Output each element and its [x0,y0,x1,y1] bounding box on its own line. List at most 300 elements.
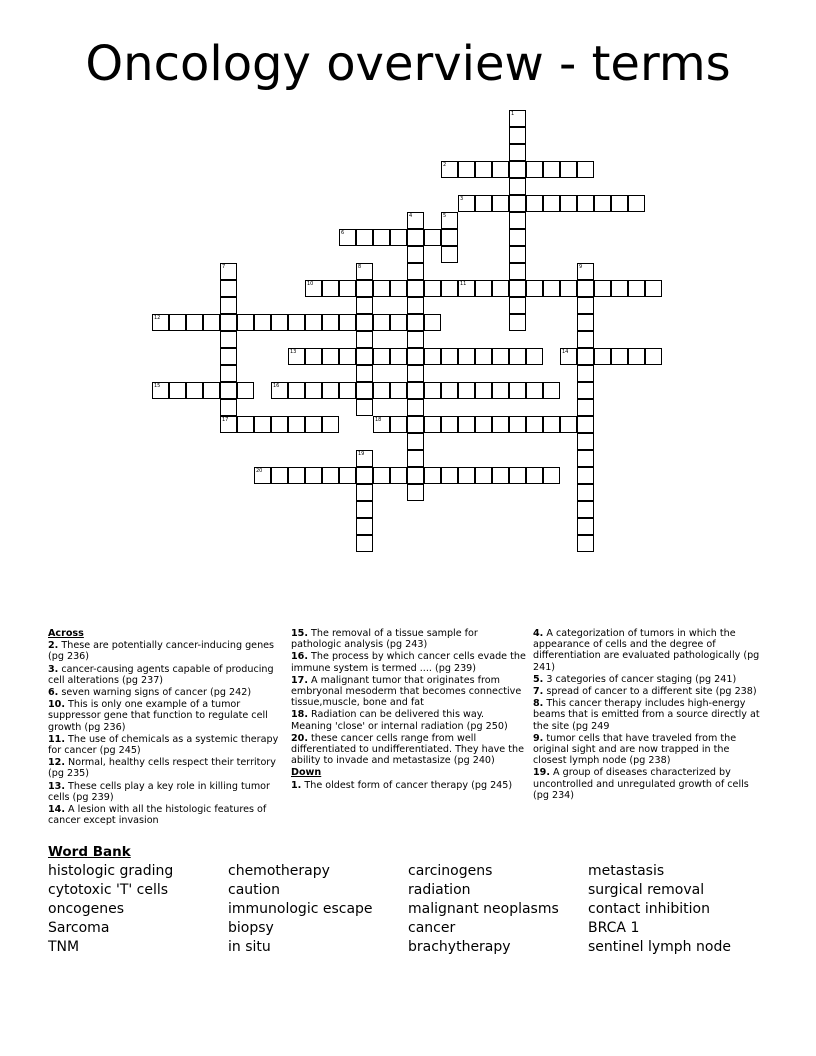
grid-cell[interactable] [492,195,509,212]
across-clue-list [48,640,280,826]
grid-cell[interactable] [543,280,560,297]
word-bank-item: sentinel lymph node [588,939,731,955]
grid-cell[interactable] [645,280,662,297]
clue-number: 14. [48,804,65,816]
clue-text: The use of chemicals as a systemic therapy for cancer (pg 245) [48,733,279,757]
grid-cell[interactable] [424,416,441,433]
clue-item [291,733,527,767]
grid-cell[interactable] [509,416,526,433]
grid-cell[interactable] [475,467,492,484]
clue-number: 5. [533,673,544,685]
clue-number: 3 [460,196,464,202]
clue-item [533,686,763,697]
grid-cell[interactable] [560,348,577,365]
clue-text: 3 categories of cancer staging (pg 241) [543,673,737,685]
clue-number: 18 [375,417,382,423]
grid-cell[interactable] [390,280,407,297]
grid-cell[interactable] [220,382,237,399]
clue-number: 11. [48,733,65,745]
page-title: Oncology overview - terms [85,36,731,92]
grid-cell[interactable] [322,467,339,484]
clue-number: 4. [533,628,544,639]
word-bank-item: oncogenes [48,901,124,917]
clue-text: seven warning signs of cancer (pg 242) [58,687,252,699]
clue-text: Radiation can be delivered this way. Meaning 'close' or internal radiation (pg 250) [291,709,508,732]
word-bank-item: chemotherapy [228,863,330,879]
grid-cell[interactable] [271,314,288,331]
grid-cell[interactable] [356,314,373,331]
grid-cell[interactable] [577,399,594,416]
clue-number: 6 [341,230,345,236]
word-bank [48,862,788,957]
grid-cell[interactable] [594,280,611,297]
clues-column-2 [291,628,527,792]
grid-cell[interactable] [407,416,424,433]
word-bank-title: Word Bank [48,844,131,860]
grid-cell[interactable] [305,382,322,399]
grid-cell[interactable] [390,382,407,399]
grid-cell[interactable] [441,280,458,297]
clue-number: 4 [409,213,413,219]
grid-cell[interactable] [356,518,373,535]
grid-cell[interactable] [577,416,594,433]
grid-cell[interactable] [271,467,288,484]
clue-item [48,734,280,756]
grid-cell[interactable] [407,229,424,246]
grid-cell[interactable] [356,535,373,552]
grid-cell[interactable] [458,467,475,484]
grid-cell[interactable] [492,348,509,365]
clue-number: 20 [256,468,263,474]
grid-cell[interactable] [254,467,271,484]
grid-cell[interactable] [373,229,390,246]
grid-cell[interactable] [509,382,526,399]
grid-cell[interactable] [220,365,237,382]
clue-text: tumor cells that have traveled from the original sight and are now trapped in the closest lymph node (pg 238) [533,732,737,767]
grid-cell[interactable] [373,348,390,365]
grid-cell[interactable] [407,297,424,314]
clue-text: A group of diseases characterized by uncontrolled and unregulated growth of cells (pg 234) [533,767,749,801]
grid-cell[interactable] [356,331,373,348]
grid-cell[interactable] [407,450,424,467]
clue-item [291,709,527,731]
grid-cell[interactable] [577,331,594,348]
grid-cell[interactable] [645,348,662,365]
grid-cell[interactable] [254,416,271,433]
clue-text: The oldest form of cancer therapy (pg 245) [301,779,513,791]
grid-cell[interactable] [577,280,594,297]
clue-number: 15 [154,383,161,389]
grid-cell[interactable] [509,127,526,144]
grid-cell[interactable] [373,382,390,399]
grid-cell[interactable] [339,229,356,246]
grid-cell[interactable] [407,280,424,297]
grid-cell[interactable] [526,416,543,433]
grid-cell[interactable] [220,297,237,314]
clue-number: 10 [307,281,314,287]
grid-cell[interactable] [373,314,390,331]
clue-number: 18. [291,709,308,721]
grid-cell[interactable] [441,212,458,229]
grid-cell[interactable] [560,416,577,433]
clue-text: These cells play a key role in killing tumor cells (pg 239) [48,780,270,803]
grid-cell[interactable] [288,467,305,484]
down-clue-list [291,780,527,791]
grid-cell[interactable] [577,450,594,467]
grid-cell[interactable] [492,467,509,484]
grid-cell[interactable] [628,280,645,297]
grid-cell[interactable] [577,535,594,552]
grid-cell[interactable] [492,280,509,297]
grid-cell[interactable] [339,467,356,484]
grid-cell[interactable] [594,348,611,365]
clue-item [291,651,527,673]
grid-cell[interactable] [509,212,526,229]
grid-cell[interactable] [373,467,390,484]
clue-text: The process by which cancer cells evade the immune system is termed .... (pg 239) [291,651,526,674]
grid-cell[interactable] [577,382,594,399]
grid-cell[interactable] [339,314,356,331]
clue-number: 7 [222,264,226,270]
grid-cell[interactable] [237,416,254,433]
clue-text: A malignant tumor that originates from embryonal mesoderm that becomes connective tissue,muscle, bone and fat [291,674,522,709]
clue-item [48,781,280,803]
word-bank-item: radiation [408,882,471,898]
grid-cell[interactable] [543,416,560,433]
grid-cell[interactable] [305,416,322,433]
grid-cell[interactable] [475,280,492,297]
grid-cell[interactable] [577,161,594,178]
grid-cell[interactable] [220,348,237,365]
grid-cell[interactable] [237,314,254,331]
grid-cell[interactable] [356,484,373,501]
grid-cell[interactable] [441,229,458,246]
grid-cell[interactable] [356,501,373,518]
grid-cell[interactable] [577,467,594,484]
word-bank-item: contact inhibition [588,901,710,917]
grid-cell[interactable] [186,382,203,399]
grid-cell[interactable] [509,144,526,161]
grid-cell[interactable] [424,280,441,297]
clue-number: 14 [562,349,569,355]
grid-cell[interactable] [509,467,526,484]
grid-cell[interactable] [441,382,458,399]
grid-cell[interactable] [543,467,560,484]
grid-cell[interactable] [577,297,594,314]
across-header: Across [48,628,84,639]
grid-cell[interactable] [577,484,594,501]
grid-cell[interactable] [441,161,458,178]
clue-text: cancer-causing agents capable of producing cell alterations (pg 237) [48,663,274,686]
grid-cell[interactable] [475,161,492,178]
grid-cell[interactable] [509,178,526,195]
grid-cell[interactable] [407,331,424,348]
word-bank-item: histologic grading [48,863,174,879]
grid-cell[interactable] [475,416,492,433]
clues-column-3 [533,628,763,802]
grid-cell[interactable] [169,382,186,399]
clue-number: 17 [222,417,229,423]
grid-cell[interactable] [356,450,373,467]
clue-item [533,698,763,732]
grid-cell[interactable] [475,348,492,365]
word-bank-item: brachytherapy [408,939,511,955]
grid-cell[interactable] [543,195,560,212]
clue-number: 2 [443,162,447,168]
grid-cell[interactable] [203,314,220,331]
clue-number: 6. [48,687,59,699]
grid-cell[interactable] [271,416,288,433]
grid-cell[interactable] [356,348,373,365]
grid-cell[interactable] [509,348,526,365]
word-bank-item: surgical removal [588,882,705,898]
grid-cell[interactable] [322,348,339,365]
grid-cell[interactable] [492,382,509,399]
clue-number: 9 [579,264,583,270]
grid-cell[interactable] [407,314,424,331]
word-bank-item: Sarcoma [48,920,110,936]
clue-text: A lesion with all the histologic features of cancer except invasion [48,804,267,827]
word-bank-item: caution [228,882,280,898]
grid-cell[interactable] [594,195,611,212]
grid-cell[interactable] [509,263,526,280]
word-bank-item: carcinogens [408,863,493,879]
grid-cell[interactable] [356,382,373,399]
clue-item [291,780,527,791]
grid-cell[interactable] [407,433,424,450]
clue-text: This cancer therapy includes high-energy beams that is emitted from a source directly at the site (pg 249 [533,698,760,732]
grid-cell[interactable] [543,161,560,178]
clue-text: A categorization of tumors in which the appearance of cells and the degree of differentiation are evaluated pathologically (pg 241) [533,628,760,673]
grid-cell[interactable] [509,110,526,127]
word-bank-item: TNM [48,939,80,955]
grid-cell[interactable] [441,467,458,484]
grid-cell[interactable] [390,348,407,365]
grid-cell[interactable] [339,348,356,365]
grid-cell[interactable] [424,467,441,484]
grid-cell[interactable] [424,382,441,399]
grid-cell[interactable] [611,195,628,212]
grid-cell[interactable] [509,314,526,331]
grid-cell[interactable] [373,416,390,433]
clue-number: 12 [154,315,161,321]
grid-cell[interactable] [186,314,203,331]
grid-cell[interactable] [509,195,526,212]
grid-cell[interactable] [407,348,424,365]
grid-cell[interactable] [288,348,305,365]
grid-cell[interactable] [322,280,339,297]
grid-cell[interactable] [288,416,305,433]
grid-cell[interactable] [526,467,543,484]
grid-cell[interactable] [577,195,594,212]
grid-cell[interactable] [407,365,424,382]
grid-cell[interactable] [628,195,645,212]
grid-cell[interactable] [492,416,509,433]
grid-cell[interactable] [577,365,594,382]
grid-cell[interactable] [305,280,322,297]
grid-cell[interactable] [509,280,526,297]
grid-cell[interactable] [305,314,322,331]
grid-cell[interactable] [220,314,237,331]
grid-cell[interactable] [322,382,339,399]
grid-cell[interactable] [322,416,339,433]
grid-cell[interactable] [577,518,594,535]
clue-number: 15. [291,628,308,639]
clue-number: 9. [533,732,544,744]
clue-item [48,687,280,698]
grid-cell[interactable] [322,314,339,331]
clue-number: 10. [48,699,65,711]
grid-cell[interactable] [509,161,526,178]
grid-cell[interactable] [458,348,475,365]
grid-cell[interactable] [526,280,543,297]
clue-item [48,664,280,686]
clue-number: 12. [48,757,65,769]
grid-cell[interactable] [577,348,594,365]
grid-cell[interactable] [424,229,441,246]
grid-cell[interactable] [356,229,373,246]
grid-cell[interactable] [220,263,237,280]
clue-text: This is only one example of a tumor suppressor gene that function to regulate cell growth (pg 236) [48,699,268,733]
grid-cell[interactable] [560,161,577,178]
grid-cell[interactable] [509,229,526,246]
grid-cell[interactable] [424,314,441,331]
grid-cell[interactable] [458,280,475,297]
grid-cell[interactable] [577,433,594,450]
clue-text: Normal, healthy cells respect their territory (pg 235) [48,757,276,780]
grid-cell[interactable] [356,399,373,416]
grid-cell[interactable] [475,195,492,212]
grid-cell[interactable] [356,467,373,484]
grid-cell[interactable] [237,382,254,399]
clue-text: These are potentially cancer-inducing genes (pg 236) [48,640,275,663]
clue-item [291,628,527,650]
grid-cell[interactable] [424,348,441,365]
grid-cell[interactable] [288,382,305,399]
down-clue-list-continued [533,628,763,801]
grid-cell[interactable] [611,348,628,365]
grid-cell[interactable] [458,161,475,178]
grid-cell[interactable] [152,382,169,399]
grid-cell[interactable] [356,365,373,382]
clue-item [533,733,763,767]
grid-cell[interactable] [220,416,237,433]
grid-cell[interactable] [356,263,373,280]
down-header: Down [291,767,322,779]
clue-number: 2. [48,640,59,652]
grid-cell[interactable] [441,246,458,263]
grid-cell[interactable] [271,382,288,399]
clue-number: 19. [533,767,550,779]
grid-cell[interactable] [407,484,424,501]
grid-cell[interactable] [526,382,543,399]
grid-cell[interactable] [203,382,220,399]
clue-number: 19 [358,451,365,457]
grid-cell[interactable] [509,297,526,314]
grid-cell[interactable] [407,382,424,399]
word-bank-item: biopsy [228,920,274,936]
grid-cell[interactable] [390,416,407,433]
clue-number: 13 [290,349,297,355]
clue-item [533,674,763,685]
grid-cell[interactable] [152,314,169,331]
grid-cell[interactable] [560,280,577,297]
grid-cell[interactable] [339,382,356,399]
grid-cell[interactable] [390,314,407,331]
grid-cell[interactable] [509,246,526,263]
clue-number: 1 [511,111,515,117]
grid-cell[interactable] [356,297,373,314]
grid-cell[interactable] [254,314,271,331]
grid-cell[interactable] [356,280,373,297]
word-bank-item: immunologic escape [228,901,373,917]
grid-cell[interactable] [220,399,237,416]
grid-cell[interactable] [577,263,594,280]
grid-cell[interactable] [407,263,424,280]
grid-cell[interactable] [441,416,458,433]
clue-text: spread of cancer to a different site (pg 238) [543,686,757,698]
clue-item [48,640,280,662]
clue-item [533,628,763,673]
grid-cell[interactable] [407,467,424,484]
grid-cell[interactable] [611,280,628,297]
grid-cell[interactable] [220,280,237,297]
grid-cell[interactable] [577,314,594,331]
grid-cell[interactable] [458,416,475,433]
clue-item [48,804,280,826]
grid-cell[interactable] [390,229,407,246]
clue-number: 16 [273,383,280,389]
word-bank-item: cancer [408,920,456,936]
grid-cell[interactable] [407,212,424,229]
grid-cell[interactable] [543,382,560,399]
grid-cell[interactable] [305,467,322,484]
clues-column-1 [48,628,280,827]
clue-number: 16. [291,651,308,663]
clue-number: 17. [291,674,308,686]
clue-item [48,757,280,779]
across-clue-list-continued [291,628,527,766]
grid-cell[interactable] [577,501,594,518]
grid-cell[interactable] [305,348,322,365]
grid-cell[interactable] [288,314,305,331]
grid-cell[interactable] [475,382,492,399]
grid-cell[interactable] [169,314,186,331]
grid-cell[interactable] [407,246,424,263]
grid-cell[interactable] [526,195,543,212]
clue-item [291,675,527,709]
grid-cell[interactable] [458,195,475,212]
grid-cell[interactable] [441,348,458,365]
grid-cell[interactable] [339,280,356,297]
clue-number: 8. [533,698,544,710]
clue-item [48,699,280,733]
word-bank-item: BRCA 1 [588,920,640,936]
grid-cell[interactable] [526,161,543,178]
clue-number: 3. [48,663,59,675]
grid-cell[interactable] [407,399,424,416]
grid-cell[interactable] [373,280,390,297]
word-bank-item: cytotoxic 'T' cells [48,882,169,898]
word-bank-item: in situ [228,939,271,955]
grid-cell[interactable] [220,331,237,348]
grid-cell[interactable] [458,382,475,399]
grid-cell[interactable] [628,348,645,365]
grid-cell[interactable] [492,161,509,178]
grid-cell[interactable] [526,348,543,365]
grid-cell[interactable] [390,467,407,484]
grid-cell[interactable] [560,195,577,212]
